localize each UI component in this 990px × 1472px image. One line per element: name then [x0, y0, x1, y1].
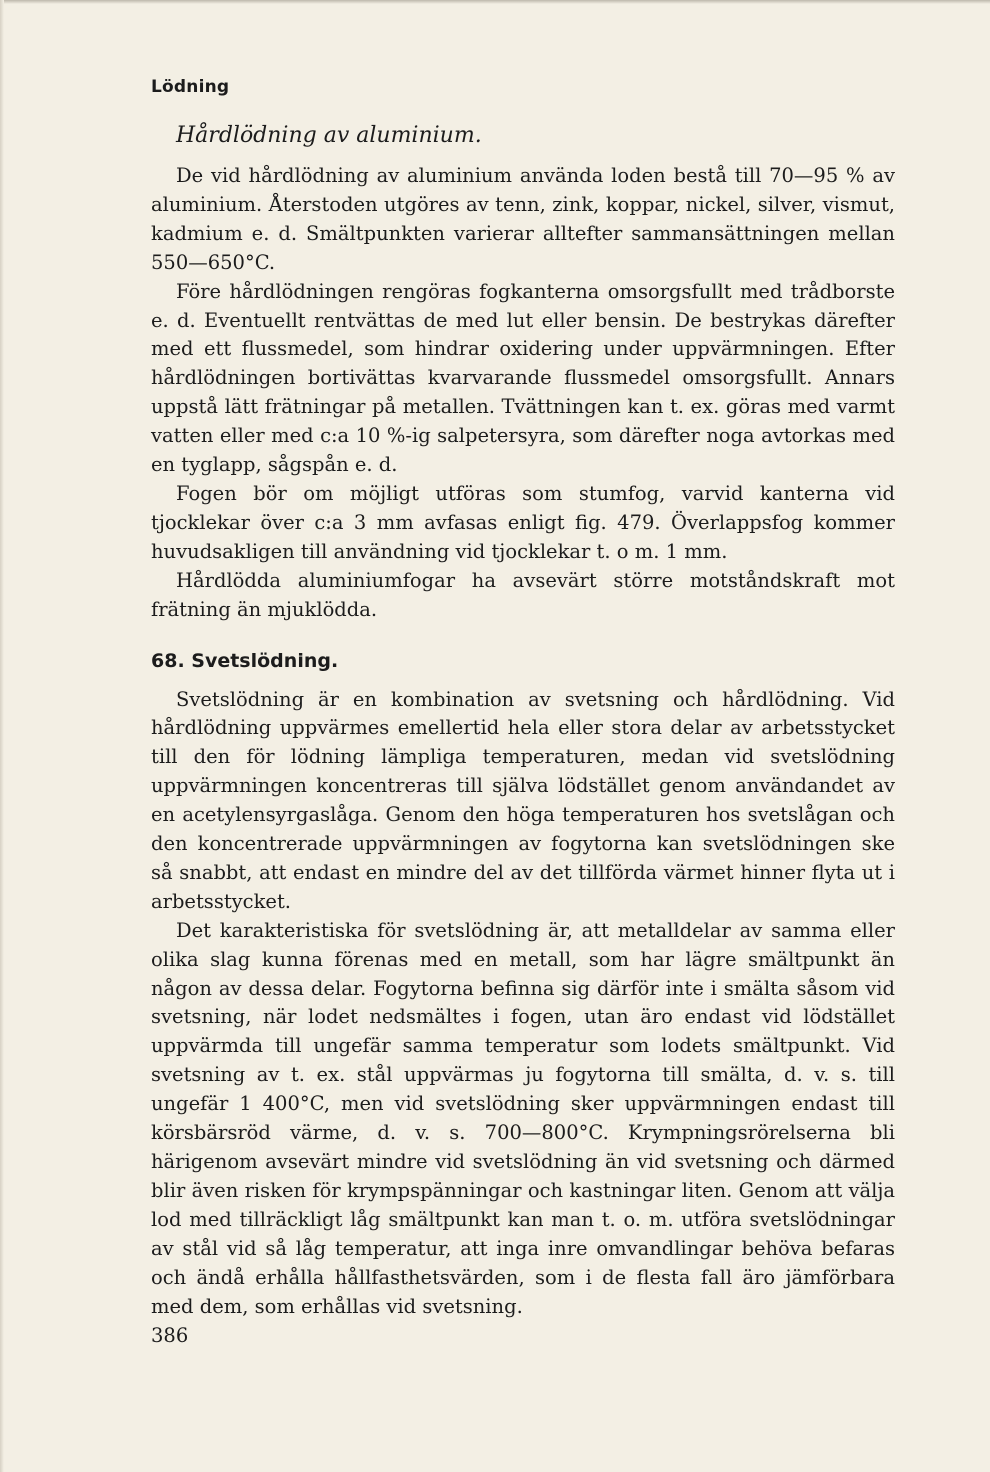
running-head: Lödning: [151, 77, 230, 97]
paragraph: Före hårdlödningen rengöras fogkanterna omsorgsfullt med trådborste e. d. Eventuellt rentvättas de med lut eller bensin. De bestrykas därefter med ett flussmedel, som hindrar oxidering under uppvärmningen. Efter hårdlödningen bortivättas kvarvarande flussmedel omsorgsfullt. Annars uppstå lätt frätningar på metallen. Tvättningen kan t. ex. göras med varmt vatten eller med c:a 10 %-ig salpetersyra, som därefter noga avtorkas med en tyglapp, sågspån e. d.: [151, 279, 895, 477]
page-edge-left: [0, 0, 4, 1472]
page-body: [151, 121, 895, 1321]
paragraph: De vid hårdlödning av aluminium använda loden bestå till 70—95 % av aluminium. Återstoden utgöres av tenn, zink, koppar, nickel, silver, vismut, kadmium e. d. Smältpunkten varierar alltefter sammansättningen mellan 550—650°C.: [151, 164, 895, 274]
section-heading: 68. Svetslödning.: [151, 649, 339, 672]
page-number: 386: [151, 1324, 189, 1347]
page-edge-top: [0, 0, 990, 4]
paragraph: Det karakteristiska för svetslödning är, att metalldelar av samma eller olika slag kunna förenas med en metall, som har lägre smältpunkt än någon av dessa delar. Fogytorna befinna sig därför inte i smälta såsom vid svetsning, när lodet nedsmältes i fogen, utan äro endast vid lödstället uppvärmda till ungefär samma temperatur som lodets smältpunkt. Vid svetsning av t. ex. stål uppvärmas ju fogytorna till smälta, d. v. s. till ungefär 1 400°C, men vid svetslödning sker uppvärmningen endast till körsbärsröd värme, d. v. s. 700—800°C. Krympningsrörelserna bli härigenom avsevärt mindre vid svetslödning än vid svetsning och därmed blir även risken för krympspänningar och kastningar liten. Genom att välja lod med tillräckligt låg smältpunkt kan man t. o. m. utföra svetslödningar av stål vid så låg temperatur, att inga inre omvandlingar behöva befaras och ändå erhålla hållfasthetsvärden, som i de flesta fall äro jämförbara med dem, som erhållas vid svetsning.: [151, 918, 895, 1318]
paragraph: Svetslödning är en kombination av svetsning och hårdlödning. Vid hårdlödning uppvärmes emellertid hela eller stora delar av arbetsstycket till den för lödning lämpliga temperaturen, medan vid svetslödning uppvärmningen koncentreras till själva lödstället genom användandet av en acetylensyrgaslåga. Genom den höga temperaturen hos svetslågan och den koncentrerade uppvärmningen av fogytorna kan svetslödningen ske så snabbt, att endast en mindre del av det tillförda värmet hinner flyta ut i arbetsstycket.: [151, 687, 895, 913]
paragraph: Hårdlödda aluminiumfogar ha avsevärt större motståndskraft mot frätning än mjuklödda.: [151, 568, 895, 621]
paragraph: Fogen bör om möjligt utföras som stumfog, varvid kanterna vid tjocklekar över c:a 3 mm avfasas enligt fig. 479. Överlappsfog kommer huvudsakligen till användning vid tjocklekar t. o m. 1 mm.: [151, 481, 895, 563]
subheading: Hårdlödning av aluminium.: [176, 123, 482, 148]
